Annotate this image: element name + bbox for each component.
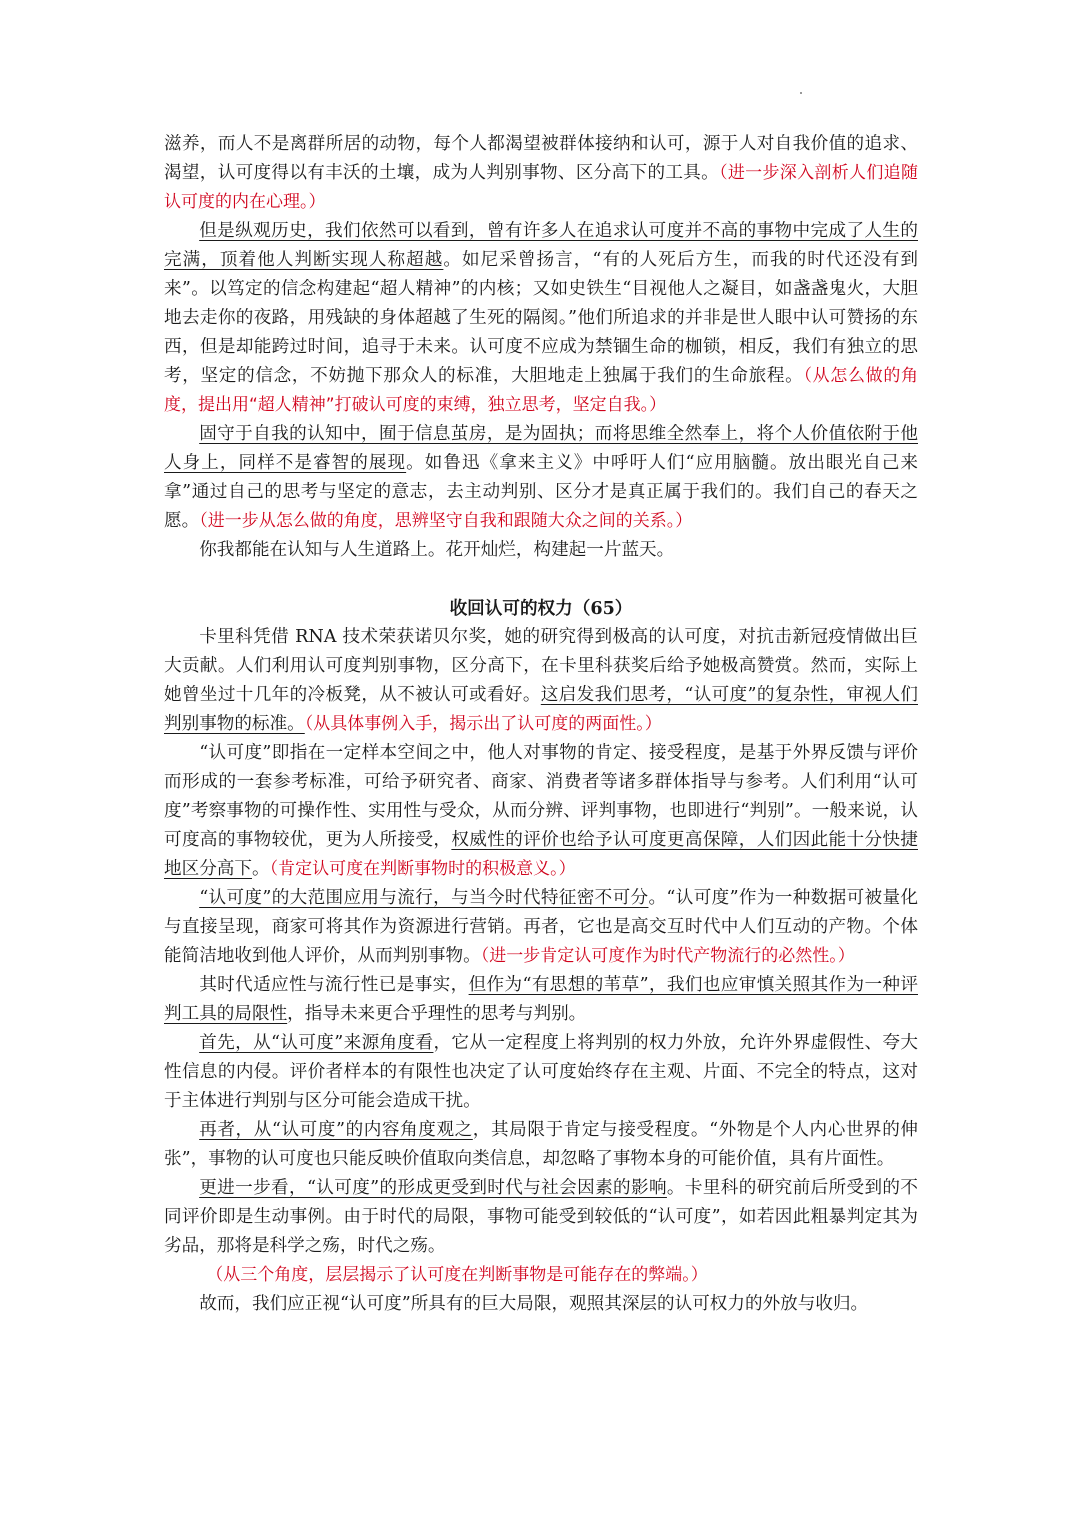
annotation: （从怎么做的角度，提出用“超人精神”打破认可度的束缚，独立思考，坚定自我。）	[164, 366, 918, 415]
annotation: （从具体事例入手，揭示出了认可度的两面性。）	[304, 714, 662, 734]
annotation: （肯定认可度在判断事物时的积极意义。）	[269, 859, 576, 879]
key-sentence: 固守于自我的认知中，囿于信息茧房，是为固执；而将思维全然奉上，将个人价值依附于他人身上，同样不是睿智的展现	[164, 424, 918, 473]
paragraph-7: “认可度”的大范围应用与流行，与当今时代特征密不可分。“认可度”作为一种数据可被量化与直接呈现，商家可将其作为资源进行营销。再者，它也是高交互时代中人们互动的产物。个体能简洁地收到他人评价，从而判别事物。（进一步肯定认可度作为时代产物流行的必然性。）	[164, 888, 918, 966]
annotation: （进一步肯定认可度作为时代产物流行的必然性。）	[480, 946, 855, 966]
paragraph-13: 故而，我们应正视“认可度”所具有的巨大局限，观照其深层的认可权力的外放与收归。	[199, 1294, 869, 1314]
key-sentence: 首先，从“认可度”来源角度看	[199, 1033, 434, 1053]
paragraph-8: 其时代适应性与流行性已是事实，但作为“有思想的苇草”，我们也应审慎关照其作为一种评判工具的局限性，指导未来更合乎理性的思考与判别。	[164, 975, 918, 1024]
key-sentence: 但是纵观历史，我们依然可以看到，曾有许多人在追求认可度并不高的事物中完成了人生的完满，顶着他人判断实现人称超越	[164, 221, 918, 270]
annotation: （从三个角度，层层揭示了认可度在判断事物是可能存在的弊端。）	[206, 1265, 708, 1285]
paragraph-5: 卡里科凭借 RNA 技术荣获诺贝尔奖，她的研究得到极高的认可度，对抗击新冠疫情做出巨大贡献。人们利用认可度判别事物，区分高下，在卡里科获奖后给予她极高赞赏。然而，实际上她曾坐过十几年的冷板凳，从不被认可或看好。这启发我们思考，“认可度”的复杂性，审视人们判别事物的标准。（从具体事例入手，揭示出了认可度的两面性。）	[164, 627, 918, 734]
annotation: （进一步深入剖析人们追随认可度的内在心理。）	[164, 163, 918, 212]
key-sentence: 更进一步看，“认可度”的形成更受到时代与社会因素的影响	[199, 1178, 667, 1198]
paragraph-10: 再者，从“认可度”的内容角度观之，其局限于肯定与接受程度。“外物是个人内心世界的伸张”，事物的认可度也只能反映价值取向类信息，却忽略了事物本身的可能价值，具有片面性。	[164, 1120, 918, 1169]
key-sentence: “认可度”的大范围应用与流行，与当今时代特征密不可分	[199, 888, 649, 908]
paragraph-11: 更进一步看，“认可度”的形成更受到时代与社会因素的影响。卡里科的研究前后所受到的不同评价即是生动事例。由于时代的局限，事物可能受到较低的“认可度”，如若因此粗暴判定其为劣品，那将是科学之殇，时代之殇。	[164, 1178, 918, 1256]
key-sentence: 再者，从“认可度”的内容角度观之	[199, 1120, 473, 1140]
page-mark	[800, 92, 802, 94]
paragraph-12	[164, 1261, 918, 1290]
paragraph-9: 首先，从“认可度”来源角度看，它从一定程度上将判别的权力外放，允许外界虚假性、夸大性信息的内侵。评价者样本的有限性也决定了认可度始终存在主观、片面、不完全的特点，这对于主体进行判别与区分可能会造成干扰。	[164, 1033, 918, 1111]
key-sentence: 这启发我们思考，“认可度”的复杂性，审视人们判别事物的标准。	[164, 685, 918, 734]
key-sentence: 权威性的评价也给予认可度更高保障，人们因此能十分快捷地区分高下	[164, 830, 918, 879]
paragraph-1: 滋养，而人不是离群所居的动物，每个人都渴望被群体接纳和认可，源于人对自我价值的追求、渴望，认可度得以有丰沃的土壤，成为人判别事物、区分高下的工具。（进一步深入剖析人们追随认可度的内在心理。）	[164, 134, 918, 212]
paragraph-3: 固守于自我的认知中，囿于信息茧房，是为固执；而将思维全然奉上，将个人价值依附于他人身上，同样不是睿智的展现。如鲁迅《拿来主义》中呼吁人们“应用脑髓。放出眼光自己来拿”通过自己的思考与坚定的意志，去主动判别、区分才是真正属于我们的。我们自己的春天之愿。（进一步从怎么做的角度，思辨坚守自我和跟随大众之间的关系。）	[164, 424, 918, 531]
paragraph-6: “认可度”即指在一定样本空间之中，他人对事物的肯定、接受程度，是基于外界反馈与评价而形成的一套参考标准，可给予研究者、商家、消费者等诸多群体指导与参考。人们利用“认可度”考察事物的可操作性、实用性与受众，从而分辨、评判事物，也即进行“判别”。一般来说，认可度高的事物较优，更为人所接受，权威性的评价也给予认可度更高保障，人们因此能十分快捷地区分高下。（肯定认可度在判断事物时的积极意义。）	[164, 743, 918, 879]
key-sentence: 但作为“有思想的苇草”，我们也应审慎关照其作为一种评判工具的局限性	[164, 975, 918, 1024]
annotation: （进一步从怎么做的角度，思辨坚守自我和跟随大众之间的关系。）	[199, 511, 693, 531]
document-body	[164, 130, 918, 1319]
essay-title: 收回认可的权力（65）	[449, 598, 633, 619]
paragraph-2: 但是纵观历史，我们依然可以看到，曾有许多人在追求认可度并不高的事物中完成了人生的完满，顶着他人判断实现人称超越。如尼采曾扬言，“有的人死后方生，而我的时代还没有到来”。以笃定的信念构建起“超人精神”的内核；又如史铁生“目视他人之凝目，如盏盏鬼火，大胆地去走你的夜路，用残缺的身体超越了生死的隔阂。”他们所追求的并非是世人眼中认可赞扬的东西，但是却能跨过时间，追寻于未来。认可度不应成为禁锢生命的枷锁，相反，我们有独立的思考，坚定的信念，不妨抛下那众人的标准，大胆地走上独属于我们的生命旅程。（从怎么做的角度，提出用“超人精神”打破认可度的束缚，独立思考，坚定自我。）	[164, 221, 918, 415]
paragraph-4: 你我都能在认知与人生道路上。花开灿烂，构建起一片蓝天。	[199, 540, 675, 560]
